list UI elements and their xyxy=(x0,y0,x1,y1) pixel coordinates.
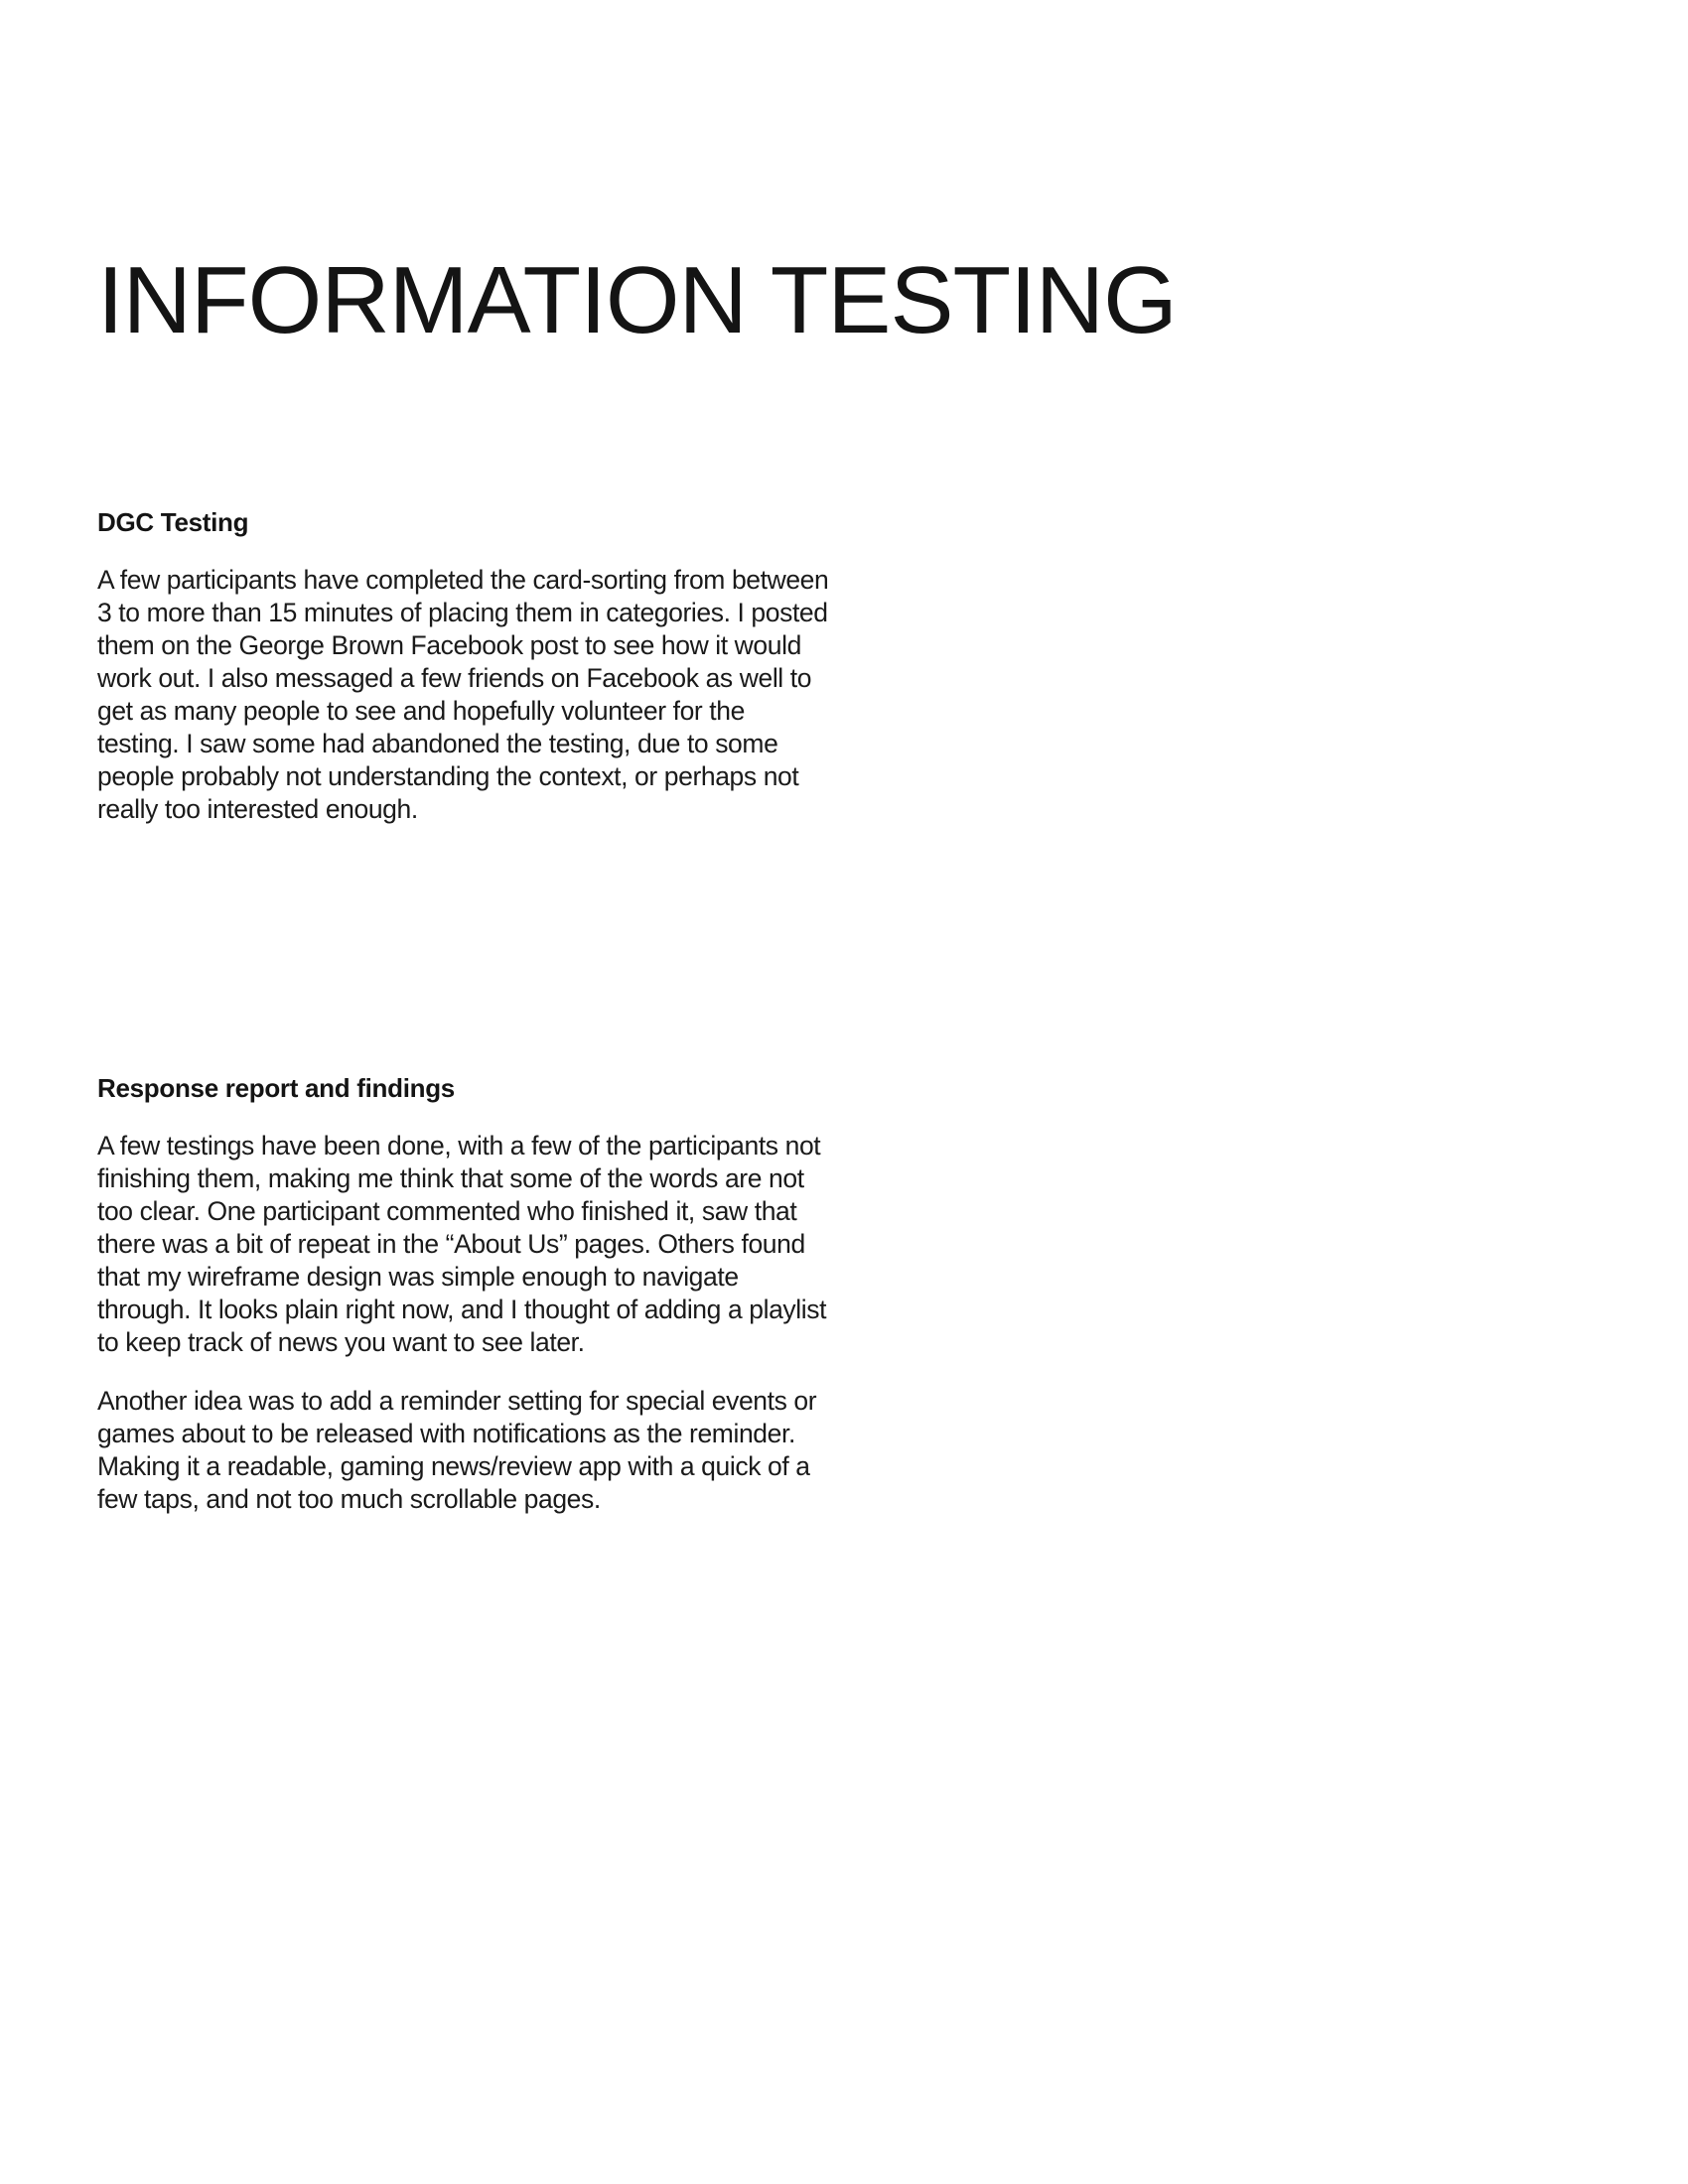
dgc-testing-paragraph: A few participants have completed the card-sorting from between 3 to more than 15 minutes of placing them in categories. I posted them on the George Brown Facebook post to see how it would work out. I also messaged a few friends on Facebook as well to get as many people to see and hopefully volunteer for the testing. I saw some had abandoned the testing, due to some people probably not understanding the context, or perhaps not really too interested enough. xyxy=(97,565,829,824)
page-title: INFORMATION TESTING xyxy=(97,247,1177,353)
section-heading-dgc-testing: DGC Testing xyxy=(97,507,249,537)
response-findings-paragraph: A few testings have been done, with a few of the participants not finishing them, making me think that some of the words are not too clear. One participant commented who finished it, saw that there was a bit of repeat in the “About Us” pages. Others found that my wireframe design was simple enough to navigate through. It looks plain right now, and I thought of adding a playlist to keep track of news you want to see later. xyxy=(97,1131,827,1357)
section-dgc-testing xyxy=(97,506,832,852)
section-heading-response-report: Response report and findings xyxy=(97,1073,455,1103)
section-response-report xyxy=(97,1072,832,1542)
reminder-idea-paragraph: Another idea was to add a reminder setting for special events or games about to be released with notifications as the reminder. Making it a readable, gaming news/review app with a quick of a few taps, and not too much scrollable pages. xyxy=(97,1386,817,1514)
